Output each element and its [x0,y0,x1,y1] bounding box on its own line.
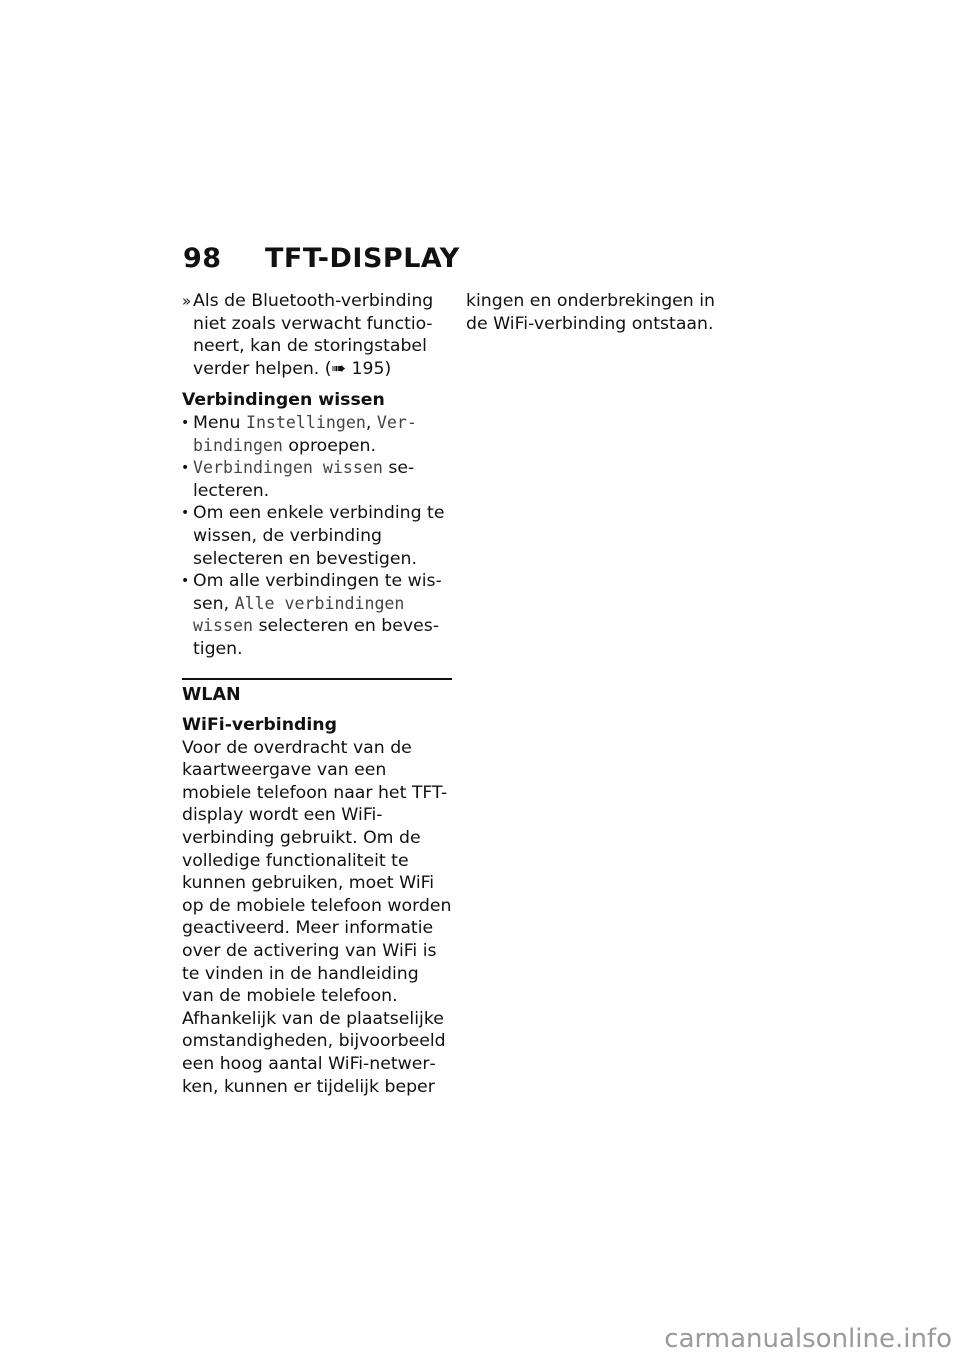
left-column [182,290,452,1098]
menu-path-connections: Verbindingen [193,412,417,455]
step-text: selecteren en bevestigen. [193,616,440,659]
heading-wifi-connection: WiFi-verbinding [182,715,337,736]
tip-text: Als de Bluetooth-verbinding niet zoals verwacht functioneert, kan de storingstabel verder helpen. [193,291,434,379]
heading-delete-connections: Verbindingen wissen [182,390,385,411]
page-header [183,243,460,274]
page-title: TFT-DISPLAY [265,243,460,274]
bullet-icon: • [181,505,190,522]
step-text: Menu [193,412,246,433]
step-text: oproepen. [282,435,376,456]
step-text: selecteren. [193,458,415,501]
list-item [182,570,452,660]
right-column [466,290,736,335]
page-reference[interactable]: (➠ 195) [324,358,392,379]
page-number: 98 [183,243,222,274]
list-item [182,412,452,457]
heading-wlan: WLAN [182,684,241,705]
menu-item-delete-connections: Verbindingen wissen [193,458,383,478]
list-item [182,502,452,570]
arrow-right-icon: ➠ [331,358,347,379]
step-text: Om een enkele verbinding te wissen, de verbinding selecteren en bevestigen. [193,503,445,569]
menu-path-settings: Instellingen [245,412,366,432]
reference-page-number: 195 [351,358,385,379]
step-text: Om alle verbindingen te wissen, [193,571,442,614]
wifi-paragraph-2-start: Afhankelijk van de plaatselijke omstandigheden, bijvoorbeeld een hoog aantal WiFi-netwerken, kunnen er tijdelijk beper [182,1008,446,1097]
wifi-paragraph-1: Voor de overdracht van de kaartweergave van een mobiele telefoon naar het TFT-display wordt een WiFi-verbinding gebruikt. Om de volledige functionaliteit te kunnen gebruiken, moet WiFi op de mobiele telefoon worden geactiveerd. Meer informatie over de activering van WiFi is te vinden in de handleiding van de mobiele telefoon. [182,737,452,1007]
menu-item-delete-all: Alle verbindingen wissen [193,593,405,636]
section-divider [182,678,452,680]
watermark: carmanualsonline.info [664,1324,952,1354]
tip-marker: » [182,292,192,310]
bullet-icon: • [181,573,190,590]
tip-paragraph [182,290,452,380]
step-text: , [365,412,377,433]
bullet-icon: • [181,460,190,477]
bullet-icon: • [181,414,190,431]
list-item [182,457,452,502]
wifi-paragraph-2-end: kingen en onderbrekingen in de WiFi-verbinding ontstaan. [466,291,716,334]
